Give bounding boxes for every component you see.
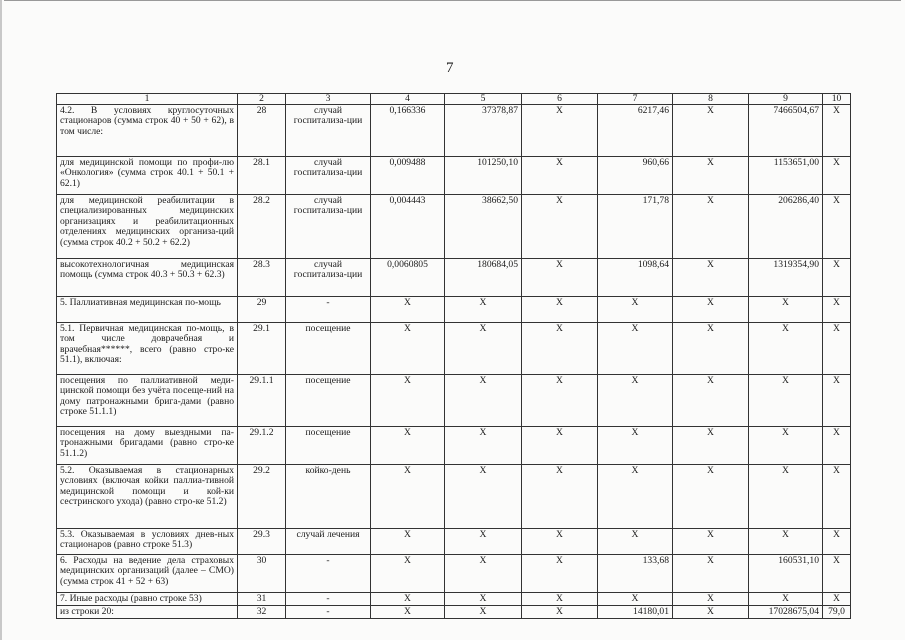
value-cell: 206286,40 [749, 195, 823, 259]
table-row [57, 529, 851, 555]
value-cell: X [598, 297, 673, 323]
value-cell: X [522, 465, 598, 529]
value-cell: X [598, 427, 673, 465]
value-cell: X [823, 593, 851, 606]
value-cell: X [445, 427, 522, 465]
value-cell: 960,66 [598, 157, 673, 195]
value-cell: X [445, 323, 522, 375]
value-cell: X [598, 375, 673, 427]
value-cell: 37378,87 [445, 105, 522, 157]
value-cell: X [445, 375, 522, 427]
unit-cell: - [286, 297, 371, 323]
unit-cell: - [286, 555, 371, 593]
row-number: 29.1.2 [238, 427, 286, 465]
value-cell: X [823, 465, 851, 529]
unit-cell: случай лечения [286, 529, 371, 555]
value-cell: X [673, 105, 749, 157]
table-row [57, 105, 851, 157]
value-cell: X [522, 529, 598, 555]
value-cell: X [673, 259, 749, 297]
value-cell: X [371, 555, 445, 593]
page-top-edge [4, 0, 901, 1]
value-cell: X [749, 529, 823, 555]
value-cell: X [823, 555, 851, 593]
row-number: 29.3 [238, 529, 286, 555]
header-cell: 7 [598, 94, 673, 105]
value-cell: X [522, 259, 598, 297]
row-description: 5. Паллиативная медицинская по-мощь [57, 297, 238, 323]
value-cell: X [749, 465, 823, 529]
value-cell: X [749, 297, 823, 323]
table-row [57, 157, 851, 195]
value-cell: 180684,05 [445, 259, 522, 297]
value-cell: X [673, 555, 749, 593]
value-cell: X [522, 297, 598, 323]
financing-table [56, 93, 851, 619]
row-description: 6. Расходы на ведение дела страховых медицинских организаций (далее – СМО) (сумма строк 41 + 52 + 63) [57, 555, 238, 593]
unit-cell: посещение [286, 427, 371, 465]
row-description: посещения на дому выездными па-тронажными бригадами (равно стро-ке 51.1.2) [57, 427, 238, 465]
header-cell: 6 [522, 94, 598, 105]
value-cell: X [371, 375, 445, 427]
row-description: 4.2. В условиях круглосуточных стационаров (сумма строк 40 + 50 + 62), в том числе: [57, 105, 238, 157]
value-cell: 79,0 [823, 606, 851, 619]
value-cell: X [673, 606, 749, 619]
row-number: 28.2 [238, 195, 286, 259]
value-cell: X [823, 105, 851, 157]
row-number: 31 [238, 593, 286, 606]
value-cell: 0,009488 [371, 157, 445, 195]
value-cell: X [522, 606, 598, 619]
value-cell: X [673, 427, 749, 465]
value-cell: 133,68 [598, 555, 673, 593]
value-cell: X [522, 375, 598, 427]
value-cell: 7466504,67 [749, 105, 823, 157]
row-number: 28.1 [238, 157, 286, 195]
table-row [57, 465, 851, 529]
row-number: 32 [238, 606, 286, 619]
row-description: высокотехнологичная медицинская помощь (сумма строк 40.3 + 50.3 + 62.3) [57, 259, 238, 297]
value-cell: X [823, 529, 851, 555]
value-cell: X [673, 593, 749, 606]
row-number: 28 [238, 105, 286, 157]
header-cell: 8 [673, 94, 749, 105]
value-cell: 1153651,00 [749, 157, 823, 195]
page-left-edge [0, 0, 2, 640]
unit-cell: - [286, 606, 371, 619]
value-cell: X [371, 323, 445, 375]
value-cell: X [673, 323, 749, 375]
value-cell: 101250,10 [445, 157, 522, 195]
table-row [57, 375, 851, 427]
value-cell: 160531,10 [749, 555, 823, 593]
value-cell: X [371, 465, 445, 529]
value-cell: X [598, 465, 673, 529]
row-description: для медицинской помощи по профи-лю «Онкология» (сумма строк 40.1 + 50.1 + 62.1) [57, 157, 238, 195]
row-number: 29.1.1 [238, 375, 286, 427]
unit-cell: случай госпитализа-ции [286, 195, 371, 259]
value-cell: X [371, 297, 445, 323]
unit-cell: посещение [286, 323, 371, 375]
value-cell: X [823, 195, 851, 259]
header-cell: 9 [749, 94, 823, 105]
header-cell: 1 [57, 94, 238, 105]
row-number: 29.2 [238, 465, 286, 529]
value-cell: 38662,50 [445, 195, 522, 259]
unit-cell: койко-день [286, 465, 371, 529]
value-cell: X [673, 375, 749, 427]
value-cell: X [823, 297, 851, 323]
row-number: 29.1 [238, 323, 286, 375]
row-description: из строки 20: [57, 606, 238, 619]
value-cell: 17028675,04 [749, 606, 823, 619]
table-row [57, 427, 851, 465]
value-cell: X [673, 297, 749, 323]
row-description: посещения по паллиативной меди-цинской помощи без учёта посеще-ний на дому патронажными брига-дами (равно строке 51.1.1) [57, 375, 238, 427]
row-description: 5.3. Оказываемая в условиях днев-ных стационаров (равно строке 51.3) [57, 529, 238, 555]
value-cell: 14180,01 [598, 606, 673, 619]
value-cell: X [371, 606, 445, 619]
value-cell: X [522, 593, 598, 606]
value-cell: X [371, 593, 445, 606]
value-cell: X [445, 593, 522, 606]
table-row [57, 606, 851, 619]
value-cell: X [823, 375, 851, 427]
value-cell: X [522, 195, 598, 259]
value-cell: 6217,46 [598, 105, 673, 157]
header-cell: 2 [238, 94, 286, 105]
value-cell: X [522, 555, 598, 593]
value-cell: X [673, 465, 749, 529]
table-row [57, 297, 851, 323]
value-cell: X [522, 323, 598, 375]
value-cell: X [749, 427, 823, 465]
value-cell: 1319354,90 [749, 259, 823, 297]
row-number: 29 [238, 297, 286, 323]
unit-cell: посещение [286, 375, 371, 427]
value-cell: 171,78 [598, 195, 673, 259]
value-cell: X [598, 529, 673, 555]
header-cell: 5 [445, 94, 522, 105]
table-row [57, 593, 851, 606]
value-cell: X [823, 427, 851, 465]
value-cell: X [445, 606, 522, 619]
value-cell: X [371, 529, 445, 555]
table-row [57, 259, 851, 297]
value-cell: X [749, 323, 823, 375]
unit-cell: случай госпитализа-ции [286, 259, 371, 297]
row-description: 5.2. Оказываемая в стационарных условиях (включая койки паллиа-тивной медицинской помощи и кой-ки сестринского ухода) (равно стро-ке 51.2) [57, 465, 238, 529]
value-cell: X [371, 427, 445, 465]
value-cell: X [445, 297, 522, 323]
row-description: 7. Иные расходы (равно строке 53) [57, 593, 238, 606]
table-row [57, 555, 851, 593]
header-cell: 3 [286, 94, 371, 105]
value-cell: X [598, 323, 673, 375]
value-cell: X [522, 427, 598, 465]
row-number: 28.3 [238, 259, 286, 297]
page-number: 7 [446, 60, 454, 76]
value-cell: X [673, 157, 749, 195]
value-cell: X [823, 323, 851, 375]
value-cell: X [823, 259, 851, 297]
value-cell: X [445, 529, 522, 555]
value-cell: X [823, 157, 851, 195]
value-cell: X [749, 593, 823, 606]
value-cell: X [749, 375, 823, 427]
table-row [57, 323, 851, 375]
row-description: для медицинской реабилитации в специализированных медицинских организациях и реабилитационных отделениях медицинских организа-ций (сумма строк 40.2 + 50.2 + 62.2) [57, 195, 238, 259]
value-cell: X [522, 157, 598, 195]
value-cell: X [598, 593, 673, 606]
table-header-row [57, 94, 851, 105]
value-cell: X [445, 465, 522, 529]
value-cell: 0,0060805 [371, 259, 445, 297]
value-cell: X [522, 105, 598, 157]
value-cell: X [673, 195, 749, 259]
unit-cell: случай госпитализа-ции [286, 105, 371, 157]
unit-cell: - [286, 593, 371, 606]
row-number: 30 [238, 555, 286, 593]
value-cell: 0,004443 [371, 195, 445, 259]
unit-cell: случай госпитализа-ции [286, 157, 371, 195]
header-cell: 4 [371, 94, 445, 105]
table-row [57, 195, 851, 259]
row-description: 5.1. Первичная медицинская по-мощь, в том числе доврачебная и врачебная******, всего (равно стро-ке 51.1), включая: [57, 323, 238, 375]
value-cell: X [673, 529, 749, 555]
header-cell: 10 [823, 94, 851, 105]
value-cell: 1098,64 [598, 259, 673, 297]
value-cell: 0,166336 [371, 105, 445, 157]
value-cell: X [445, 555, 522, 593]
